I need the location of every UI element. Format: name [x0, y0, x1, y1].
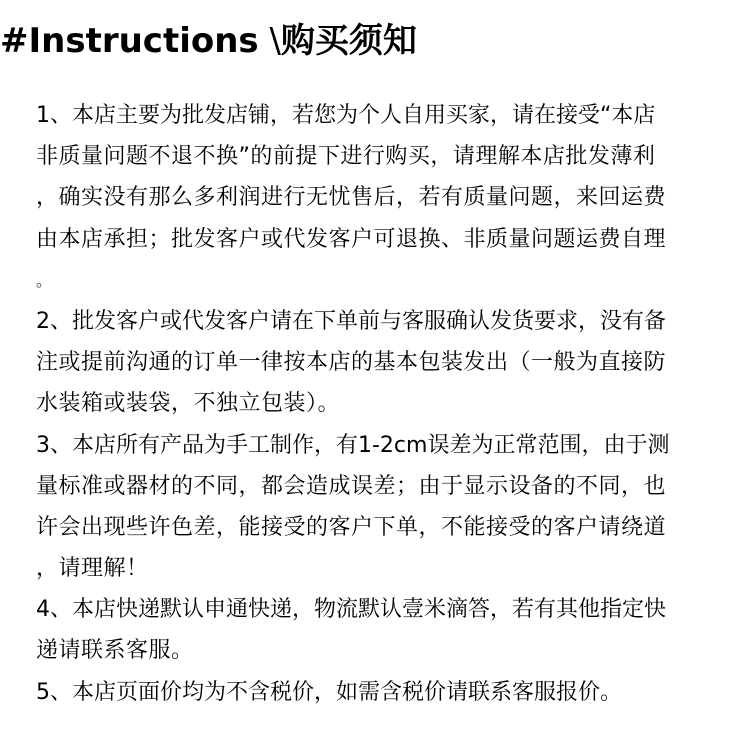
title-english: #Instructions [0, 21, 259, 61]
title-separator: \ [258, 21, 281, 61]
instruction-line: 4、本店快递默认申通快递，物流默认壹米滴答，若有其他指定快 [36, 597, 666, 623]
instruction-line: 量标准或器材的不同，都会造成误差；由于显示设备的不同，也 [36, 473, 667, 499]
instruction-line: 水装箱或装袋，不独立包装）。 [36, 391, 341, 417]
instruction-line: 2、批发客户或代发客户请在下单前与客服确认发货要求，没有备 [36, 308, 666, 334]
instruction-line: 。 [36, 270, 53, 290]
instruction-line: 非质量问题不退不换”的前提下进行购买，请理解本店批发薄利 [36, 144, 656, 170]
instructions-body [36, 95, 726, 713]
instruction-line: 5、本店页面价均为不含税价，如需含税价请联系客服报价。 [36, 679, 622, 705]
instruction-line: 许会出现些许色差，能接受的客户下单，不能接受的客户请绕道 [36, 514, 667, 540]
instruction-line: 1、本店主要为批发店铺，若您为个人自用买家，请在接受“本店 [36, 103, 656, 128]
instruction-line: 由本店承担；批发客户或代发客户可退换、非质量问题运费自理 [36, 226, 667, 252]
instruction-line: ，确实没有那么多利润进行无忧售后，若有质量问题，来回运费 [36, 185, 667, 211]
instruction-line: 递请联系客服。 [36, 638, 194, 664]
instruction-line: ，请理解！ [36, 556, 149, 582]
instruction-line: 注或提前沟通的订单一律按本店的基本包装发出（一般为直接防 [36, 350, 667, 376]
title-chinese: 购买须知 [280, 21, 417, 61]
instruction-line: 3、本店所有产品为手工制作，有1-2cm误差为正常范围，由于测 [36, 432, 670, 458]
page-title [0, 18, 417, 64]
